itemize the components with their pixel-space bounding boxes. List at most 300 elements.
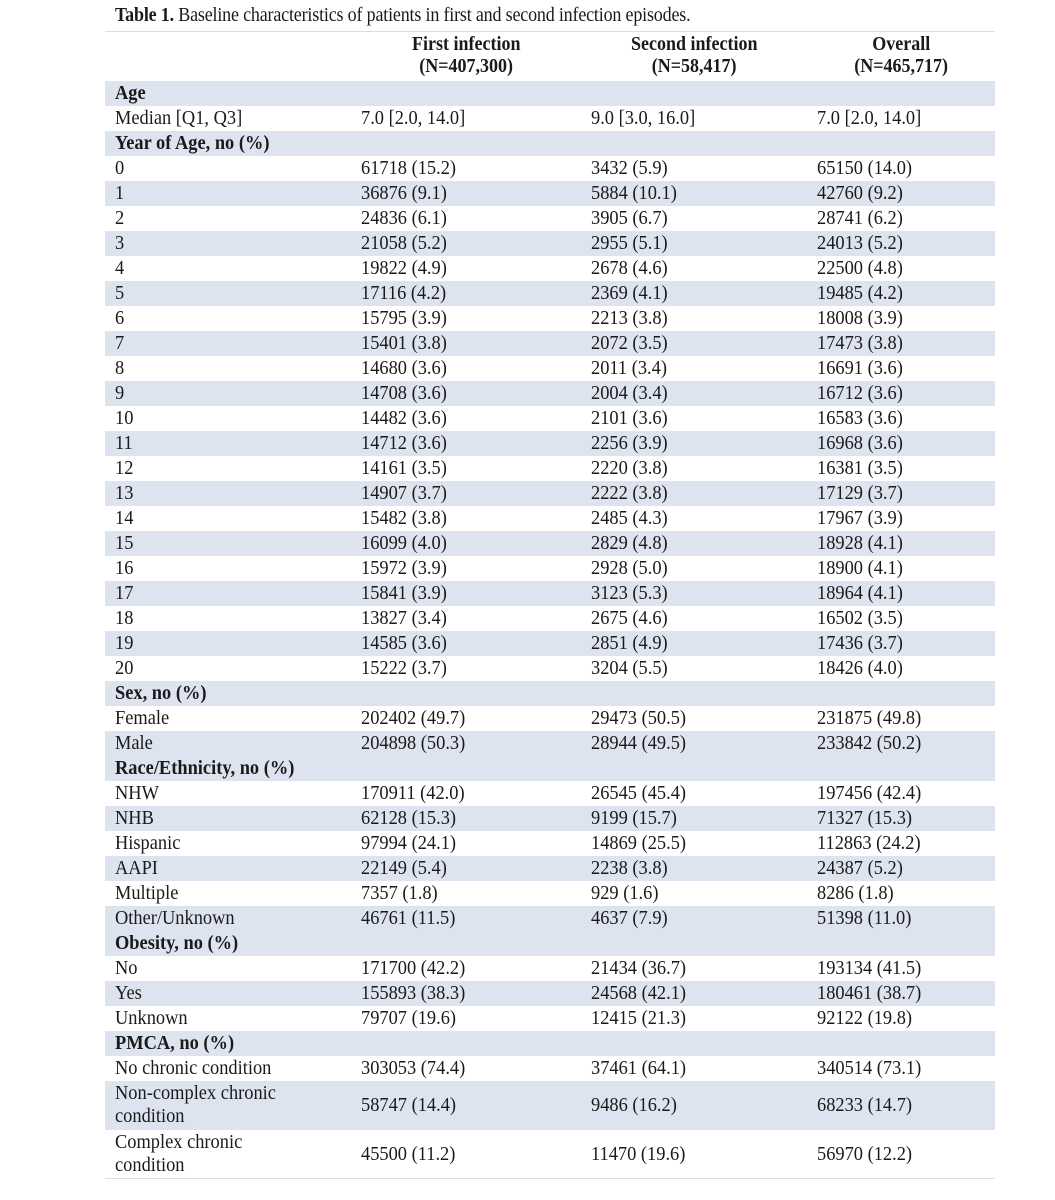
row-label-text: Complex chronic condition — [115, 1130, 243, 1176]
header-first-line2: (N=407,300) — [419, 55, 513, 77]
cell-first-infection — [351, 356, 581, 381]
section-header-row — [105, 756, 995, 781]
cell-first-infection-text: 22149 (5.4) — [361, 857, 447, 879]
cell-second-infection-text: 2829 (4.8) — [591, 532, 668, 554]
table-caption — [115, 4, 690, 27]
row-label-text: Non-complex chronic condition — [115, 1082, 276, 1127]
cell-first-infection — [351, 406, 581, 431]
cell-overall-text: 51398 (11.0) — [817, 907, 912, 929]
table-row — [105, 481, 995, 506]
cell-second-infection-text: 2213 (3.8) — [591, 307, 668, 329]
cell-overall-text: 18008 (3.9) — [817, 307, 903, 329]
row-label-text: 5 — [115, 282, 125, 304]
cell-overall — [807, 231, 995, 256]
cell-overall — [807, 781, 995, 806]
cell-second-infection — [581, 631, 807, 656]
cell-overall-text: 112863 (24.2) — [817, 832, 921, 854]
table-row — [105, 506, 995, 531]
row-label — [105, 1130, 351, 1179]
cell-first-infection-text: 45500 (11.2) — [361, 1142, 456, 1165]
row-label — [105, 831, 351, 856]
cell-overall — [807, 931, 995, 956]
row-label-text: 17 — [115, 582, 134, 604]
cell-first-infection — [351, 1081, 581, 1130]
section-header-row — [105, 681, 995, 706]
cell-first-infection — [351, 1130, 581, 1179]
cell-overall-text: 231875 (49.8) — [817, 707, 922, 729]
cell-second-infection-text: 9486 (16.2) — [591, 1094, 677, 1116]
row-label — [105, 756, 351, 781]
cell-overall-text: 17967 (3.9) — [817, 507, 903, 529]
cell-second-infection-text: 12415 (21.3) — [591, 1007, 687, 1029]
header-second-line2: (N=58,417) — [651, 55, 737, 77]
cell-overall — [807, 381, 995, 406]
cell-second-infection — [581, 881, 807, 906]
cell-first-infection-text: 19822 (4.9) — [361, 257, 447, 279]
cell-second-infection-text: 2101 (3.6) — [591, 407, 668, 429]
cell-overall-text: 16583 (3.6) — [817, 407, 903, 429]
cell-first-infection-text: 15841 (3.9) — [361, 582, 447, 604]
row-label-text: Other/Unknown — [115, 907, 235, 929]
table-header — [105, 32, 995, 81]
cell-overall-text: 18964 (4.1) — [817, 582, 903, 604]
cell-second-infection-text: 29473 (50.5) — [591, 707, 687, 729]
cell-overall-text: 233842 (50.2) — [817, 732, 922, 754]
row-label — [105, 506, 351, 531]
table-caption-text: Baseline characteristics of patients in first and second infection episodes. — [178, 4, 691, 26]
row-label — [105, 881, 351, 906]
cell-second-infection-text: 2011 (3.4) — [591, 357, 667, 379]
cell-first-infection — [351, 806, 581, 831]
header-cell-overall — [807, 32, 995, 81]
cell-first-infection — [351, 831, 581, 856]
table-row — [105, 806, 995, 831]
cell-second-infection — [581, 106, 807, 131]
row-label — [105, 481, 351, 506]
row-label-text: 16 — [115, 557, 134, 579]
cell-overall-text: 24387 (5.2) — [817, 857, 903, 879]
cell-second-infection — [581, 1006, 807, 1031]
cell-overall — [807, 81, 995, 106]
cell-second-infection — [581, 981, 807, 1006]
table-row — [105, 706, 995, 731]
row-label-text: 19 — [115, 632, 134, 654]
row-label — [105, 731, 351, 756]
cell-overall-text: 56970 (12.2) — [817, 1142, 913, 1165]
cell-first-infection — [351, 881, 581, 906]
cell-first-infection — [351, 731, 581, 756]
cell-overall — [807, 131, 995, 156]
row-label-text: Hispanic — [115, 832, 181, 854]
row-label — [105, 906, 351, 931]
cell-overall-text: 71327 (15.3) — [817, 807, 913, 829]
row-label — [105, 1006, 351, 1031]
cell-first-infection-text: 14712 (3.6) — [361, 432, 447, 454]
cell-first-infection — [351, 981, 581, 1006]
table-row — [105, 781, 995, 806]
cell-first-infection — [351, 256, 581, 281]
cell-first-infection-text: 97994 (24.1) — [361, 832, 457, 854]
row-label — [105, 331, 351, 356]
cell-first-infection-text: 14680 (3.6) — [361, 357, 447, 379]
cell-second-infection-text: 21434 (36.7) — [591, 957, 687, 979]
row-label — [105, 956, 351, 981]
cell-overall — [807, 806, 995, 831]
cell-overall-text: 28741 (6.2) — [817, 207, 903, 229]
cell-second-infection — [581, 606, 807, 631]
row-label-text: Unknown — [115, 1007, 188, 1029]
cell-overall — [807, 681, 995, 706]
table-row — [105, 981, 995, 1006]
table-row — [105, 881, 995, 906]
cell-first-infection-text: 155893 (38.3) — [361, 982, 466, 1004]
cell-overall-text: 340514 (73.1) — [817, 1057, 922, 1079]
row-label — [105, 1056, 351, 1081]
cell-overall — [807, 256, 995, 281]
cell-overall — [807, 156, 995, 181]
cell-second-infection-text: 24568 (42.1) — [591, 982, 687, 1004]
cell-overall-text: 19485 (4.2) — [817, 282, 903, 304]
cell-second-infection-text: 2222 (3.8) — [591, 482, 668, 504]
cell-second-infection — [581, 1056, 807, 1081]
cell-first-infection-text: 62128 (15.3) — [361, 807, 457, 829]
row-label — [105, 706, 351, 731]
cell-first-infection-text: 14161 (3.5) — [361, 457, 447, 479]
row-label-text: 6 — [115, 307, 125, 329]
row-label — [105, 931, 351, 956]
table-row — [105, 831, 995, 856]
cell-overall — [807, 1081, 995, 1130]
cell-overall — [807, 506, 995, 531]
cell-second-infection-text: 2238 (3.8) — [591, 857, 668, 879]
table-row — [105, 656, 995, 681]
cell-second-infection — [581, 1031, 807, 1056]
cell-first-infection-text: 15972 (3.9) — [361, 557, 447, 579]
cell-second-infection — [581, 256, 807, 281]
row-label — [105, 206, 351, 231]
table-row — [105, 106, 995, 131]
cell-overall — [807, 981, 995, 1006]
table-row — [105, 956, 995, 981]
cell-second-infection-text: 3204 (5.5) — [591, 657, 668, 679]
row-label-text: No chronic condition — [115, 1057, 272, 1079]
row-label-text: 14 — [115, 507, 134, 529]
cell-second-infection — [581, 306, 807, 331]
table-row — [105, 256, 995, 281]
cell-second-infection — [581, 506, 807, 531]
cell-overall — [807, 431, 995, 456]
cell-second-infection-text: 4637 (7.9) — [591, 907, 668, 929]
cell-first-infection — [351, 1056, 581, 1081]
cell-overall — [807, 1056, 995, 1081]
cell-second-infection — [581, 481, 807, 506]
cell-overall-text: 16381 (3.5) — [817, 457, 903, 479]
cell-first-infection-text: 14907 (3.7) — [361, 482, 447, 504]
cell-second-infection — [581, 731, 807, 756]
cell-second-infection-text: 26545 (45.4) — [591, 782, 687, 804]
cell-overall-text: 8286 (1.8) — [817, 882, 894, 904]
row-label — [105, 181, 351, 206]
cell-overall — [807, 281, 995, 306]
cell-first-infection — [351, 281, 581, 306]
cell-first-infection — [351, 506, 581, 531]
cell-overall — [807, 956, 995, 981]
section-header-row — [105, 1031, 995, 1056]
table-body — [105, 81, 995, 1179]
cell-overall — [807, 731, 995, 756]
cell-second-infection — [581, 756, 807, 781]
cell-first-infection — [351, 1031, 581, 1056]
table-row — [105, 606, 995, 631]
cell-first-infection — [351, 381, 581, 406]
row-label — [105, 606, 351, 631]
cell-second-infection — [581, 1081, 807, 1130]
row-label-text: Year of Age, no (%) — [115, 132, 270, 154]
cell-second-infection — [581, 656, 807, 681]
row-label — [105, 581, 351, 606]
cell-second-infection — [581, 281, 807, 306]
cell-second-infection — [581, 206, 807, 231]
cell-second-infection-text: 14869 (25.5) — [591, 832, 687, 854]
cell-first-infection-text: 13827 (3.4) — [361, 607, 447, 629]
header-overall-line1: Overall — [872, 33, 930, 55]
cell-first-infection-text: 303053 (74.4) — [361, 1057, 466, 1079]
row-label-text: 18 — [115, 607, 134, 629]
cell-first-infection-text: 14708 (3.6) — [361, 382, 447, 404]
cell-overall-text: 16691 (3.6) — [817, 357, 903, 379]
cell-second-infection — [581, 556, 807, 581]
cell-overall — [807, 406, 995, 431]
row-label — [105, 431, 351, 456]
cell-first-infection — [351, 631, 581, 656]
row-label-text: 11 — [115, 432, 133, 454]
row-label-text: PMCA, no (%) — [115, 1032, 235, 1054]
table-row — [105, 731, 995, 756]
header-row — [105, 32, 995, 81]
cell-overall-text: 92122 (19.8) — [817, 1007, 913, 1029]
cell-overall — [807, 706, 995, 731]
cell-first-infection — [351, 206, 581, 231]
cell-first-infection — [351, 331, 581, 356]
cell-first-infection — [351, 856, 581, 881]
cell-overall-text: 22500 (4.8) — [817, 257, 903, 279]
cell-first-infection-text: 15222 (3.7) — [361, 657, 447, 679]
cell-overall — [807, 856, 995, 881]
header-cell-label — [105, 32, 351, 81]
cell-first-infection — [351, 1006, 581, 1031]
cell-overall — [807, 1031, 995, 1056]
row-label — [105, 806, 351, 831]
cell-overall-text: 16712 (3.6) — [817, 382, 903, 404]
header-overall-line2: (N=465,717) — [854, 55, 948, 77]
row-label-text: 12 — [115, 457, 134, 479]
row-label — [105, 156, 351, 181]
cell-second-infection-text: 2256 (3.9) — [591, 432, 668, 454]
cell-first-infection-text: 171700 (42.2) — [361, 957, 466, 979]
row-label-text: 8 — [115, 357, 125, 379]
table-caption-label: Table 1. — [115, 4, 174, 26]
cell-second-infection-text: 37461 (64.1) — [591, 1057, 687, 1079]
cell-first-infection-text: 204898 (50.3) — [361, 732, 466, 754]
cell-overall — [807, 481, 995, 506]
cell-first-infection — [351, 231, 581, 256]
row-label-text: Race/Ethnicity, no (%) — [115, 757, 295, 779]
table-row — [105, 856, 995, 881]
cell-second-infection-text: 2072 (3.5) — [591, 332, 668, 354]
cell-second-infection — [581, 931, 807, 956]
row-label-text: 3 — [115, 232, 125, 254]
row-label-text: Median [Q1, Q3] — [115, 107, 243, 129]
row-label-text: NHW — [115, 782, 159, 804]
table-row — [105, 556, 995, 581]
cell-overall — [807, 881, 995, 906]
row-label — [105, 356, 351, 381]
cell-second-infection — [581, 856, 807, 881]
row-label — [105, 681, 351, 706]
cell-second-infection — [581, 356, 807, 381]
cell-second-infection — [581, 381, 807, 406]
row-label — [105, 306, 351, 331]
cell-second-infection-text: 2678 (4.6) — [591, 257, 668, 279]
cell-second-infection — [581, 906, 807, 931]
cell-overall-text: 18928 (4.1) — [817, 532, 903, 554]
cell-overall — [807, 106, 995, 131]
cell-second-infection-text: 9.0 [3.0, 16.0] — [591, 107, 696, 129]
cell-first-infection — [351, 181, 581, 206]
row-label-text: Age — [115, 82, 146, 104]
cell-overall-text: 17436 (3.7) — [817, 632, 903, 654]
row-label — [105, 256, 351, 281]
cell-overall — [807, 1006, 995, 1031]
row-label — [105, 131, 351, 156]
table-row — [105, 1081, 995, 1130]
cell-first-infection-text: 24836 (6.1) — [361, 207, 447, 229]
cell-first-infection-text: 46761 (11.5) — [361, 907, 456, 929]
row-label-text: Obesity, no (%) — [115, 932, 239, 954]
cell-overall-text: 7.0 [2.0, 14.0] — [817, 107, 922, 129]
cell-second-infection — [581, 231, 807, 256]
cell-first-infection — [351, 431, 581, 456]
cell-overall — [807, 306, 995, 331]
cell-first-infection — [351, 656, 581, 681]
cell-overall — [807, 656, 995, 681]
cell-first-infection — [351, 306, 581, 331]
cell-first-infection-text: 202402 (49.7) — [361, 707, 466, 729]
header-first-line1: First infection — [411, 33, 521, 55]
cell-first-infection-text: 15401 (3.8) — [361, 332, 447, 354]
cell-first-infection — [351, 556, 581, 581]
cell-first-infection — [351, 606, 581, 631]
row-label-text: 20 — [115, 657, 134, 679]
cell-overall — [807, 1130, 995, 1179]
table-row — [105, 406, 995, 431]
table-row — [105, 356, 995, 381]
row-label — [105, 1031, 351, 1056]
cell-second-infection — [581, 456, 807, 481]
row-label — [105, 781, 351, 806]
row-label-text: Sex, no (%) — [115, 682, 207, 704]
cell-overall — [807, 456, 995, 481]
row-label — [105, 1081, 351, 1130]
cell-first-infection — [351, 531, 581, 556]
cell-first-infection-text: 14482 (3.6) — [361, 407, 447, 429]
cell-first-infection-text: 16099 (4.0) — [361, 532, 447, 554]
cell-overall-text: 18426 (4.0) — [817, 657, 903, 679]
cell-second-infection — [581, 581, 807, 606]
cell-first-infection — [351, 131, 581, 156]
cell-overall — [807, 331, 995, 356]
cell-first-infection-text: 79707 (19.6) — [361, 1007, 457, 1029]
cell-overall — [807, 206, 995, 231]
cell-overall — [807, 356, 995, 381]
cell-first-infection — [351, 581, 581, 606]
cell-second-infection — [581, 81, 807, 106]
cell-overall-text: 180461 (38.7) — [817, 982, 922, 1004]
row-label-text: Male — [115, 732, 153, 754]
cell-second-infection — [581, 531, 807, 556]
cell-first-infection-text: 170911 (42.0) — [361, 782, 465, 804]
cell-second-infection-text: 3123 (5.3) — [591, 582, 668, 604]
cell-first-infection — [351, 681, 581, 706]
cell-first-infection — [351, 906, 581, 931]
cell-second-infection-text: 2928 (5.0) — [591, 557, 668, 579]
cell-second-infection-text: 11470 (19.6) — [591, 1142, 686, 1165]
row-label — [105, 81, 351, 106]
cell-second-infection-text: 3905 (6.7) — [591, 207, 668, 229]
cell-overall — [807, 756, 995, 781]
row-label-text: NHB — [115, 807, 154, 829]
row-label-text: 0 — [115, 157, 125, 179]
table-row — [105, 581, 995, 606]
header-cell-second-infection — [581, 32, 807, 81]
row-label — [105, 631, 351, 656]
cell-overall-text: 42760 (9.2) — [817, 182, 903, 204]
cell-overall-text: 68233 (14.7) — [817, 1094, 913, 1116]
row-label-text: 10 — [115, 407, 134, 429]
row-label — [105, 381, 351, 406]
cell-first-infection — [351, 81, 581, 106]
cell-first-infection — [351, 106, 581, 131]
cell-first-infection-text: 14585 (3.6) — [361, 632, 447, 654]
cell-first-infection-text: 15482 (3.8) — [361, 507, 447, 529]
row-label-text: No — [115, 957, 138, 979]
cell-second-infection-text: 2004 (3.4) — [591, 382, 668, 404]
cell-second-infection — [581, 131, 807, 156]
table-row — [105, 1130, 995, 1179]
table-row — [105, 381, 995, 406]
cell-first-infection — [351, 781, 581, 806]
cell-first-infection-text: 17116 (4.2) — [361, 282, 447, 304]
row-label — [105, 981, 351, 1006]
header-second-line1: Second infection — [630, 33, 758, 55]
cell-second-infection — [581, 706, 807, 731]
cell-second-infection-text: 2369 (4.1) — [591, 282, 668, 304]
cell-first-infection — [351, 956, 581, 981]
cell-second-infection — [581, 406, 807, 431]
section-header-row — [105, 131, 995, 156]
row-label — [105, 106, 351, 131]
cell-overall-text: 17129 (3.7) — [817, 482, 903, 504]
cell-overall — [807, 581, 995, 606]
cell-overall — [807, 606, 995, 631]
table-row — [105, 306, 995, 331]
row-label-text: 7 — [115, 332, 125, 354]
row-label-text: AAPI — [115, 857, 158, 879]
cell-second-infection — [581, 1130, 807, 1179]
table-row — [105, 181, 995, 206]
cell-overall-text: 197456 (42.4) — [817, 782, 922, 804]
cell-first-infection — [351, 756, 581, 781]
